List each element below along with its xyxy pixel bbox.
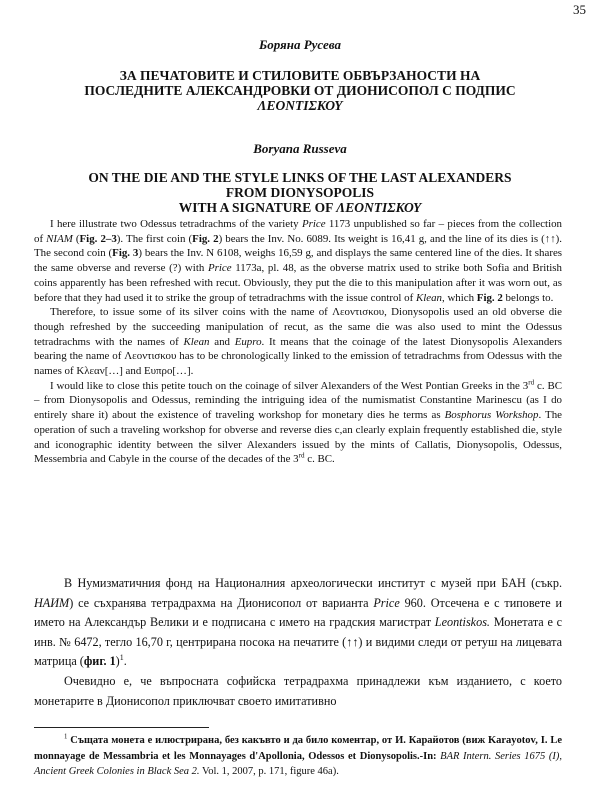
title-bg-line-1: ЗА ПЕЧАТОВИТЕ И СТИЛОВИТЕ ОБВЪРЗАНОСТИ НА bbox=[119, 68, 481, 83]
footnote-1: $^1$ Същата монета е илюстрирана, без какъвто и да било коментар, от И. Карайотов (виж Karayotov, I. Le monnayage de Messambria et les Monnayages d'Apollonia, Odessos et Dionysopolis.-In: BAR Intern. Series 1675 (I), Ancient Greek Colonies in Black Sea 2. Vol. 1, 2007, p. 171, figure 46a). bbox=[34, 733, 562, 777]
abstract-paragraph-2: Therefore, to issue some of its silver coins with the name of Λεοντισκου, Dionysopolis used an old obverse die though refreshed by the succeeding manipulation of recut, as the same die was also used to mint the Odessus tetradrachms with the names of Klean and Eupro. It means that the coinage of the latest Dionysopolis Alexanders bearing the name of Λεοντισκου has to be chronologically linked to the emission of tetradrachms from Odessus with the names of Κλεαν[…] and Ευπρο[…]. bbox=[34, 306, 563, 378]
title-en-line-1: ON THE DIE AND THE STYLE LINKS OF THE LAST ALEXANDERS bbox=[88, 170, 512, 185]
author-name-en: Boryana Russeva bbox=[253, 141, 347, 156]
article-title-en bbox=[30, 170, 570, 215]
title-en-line-2: FROM DIONYSOPOLIS bbox=[225, 185, 375, 200]
body-paragraph-2: Очевидно е, че въпросната софийска тетрадрахма принадлежи към изданието, с което монетарите в Дионисопол приключват своето имитативно bbox=[34, 673, 562, 708]
title-en-line-3 bbox=[30, 200, 570, 215]
footnote-marker: 1 bbox=[64, 733, 68, 741]
english-abstract bbox=[34, 217, 562, 467]
bulgarian-body-text bbox=[34, 574, 562, 711]
title-en-line-3-prefix: WITH A SIGNATURE OF bbox=[178, 200, 337, 215]
footnote bbox=[34, 733, 562, 780]
footnote-reference[interactable]: 1 bbox=[119, 653, 124, 663]
title-en-greek-signature: ΛΕΟΝΤΙΣΚΟΥ bbox=[336, 200, 422, 215]
title-bg-line-3 bbox=[30, 98, 570, 113]
author-name-bg: Боряна Русева bbox=[258, 37, 342, 52]
title-bg-line-2: ПОСЛЕДНИТЕ АЛЕКСАНДРОВКИ ОТ ДИОНИСОПОЛ С ПОДПИС bbox=[84, 83, 516, 98]
abstract-paragraph-3: I would like to close this petite touch on the coinage of silver Alexanders of the West Pontian Greeks in the 3rd c. BC – from Dionysopolis and Odessus, reminding the intriguing idea of the numismatist Constantine Marinescu (as I do entirely share it) about the existence of traveling workshop for monetary dies he terms as Bosphorus Workshop. The operation of such a traveling workshop for obverse and reverse dies c,an clearly explain frequently established die, style and iconographic identity between the silver Alexanders issued by the mints of Callatis, Dionysopolis, Odessus, Messembria and Cabyle in the course of the decades of the 3rd c. BC. bbox=[34, 378, 563, 466]
abstract-paragraph-1: I here illustrate two Odessus tetradrachms of the variety Price 1173 unpublished so far – pieces from the collection of NIAM (Fig. 2–3). The first coin (Fig. 2) bears the Inv. No. 6089. Its weight is 16,41 g, and the line of its dies is (↑↑). The second coin (Fig. 3) bears the Inv. N 6108, weighs 16,59 g, and displays the same centered line of the dies. It shares the same obverse and reverse (?) with Price 1173a, pl. 48, as the obverse matrix used to strike both Sofia and British coins apparently has been refreshed with recut. Obviously, they put the die to this manipulation after it was worn out, as before that they had used it to strike the group of tetradrachms with the issue control of Klean, which Fig. 2 belongs to. bbox=[34, 218, 563, 304]
footnote-divider bbox=[34, 727, 209, 728]
title-bg-greek-signature: ΛΕΟΝΤΙΣΚΟΥ bbox=[257, 98, 343, 113]
article-title-bg bbox=[30, 68, 570, 113]
body-paragraph-1: В Нумизматичния фонд на Националния археологически институт с музей при БАН (съкр. НАИМ) се съхранява тетрадрахма на Дионисопол от варианта Price 960. Отсечена е с типовете и името на Александър Велики и е подписана с името на градския магистрат Leontiskos. Монетата е с инв. № 6472, тегло 16,70 г, центрирана посока на печатите (↑↑) и видими следи от ретуш на лицевата матрица (фиг. 1)$^1$. bbox=[34, 576, 563, 669]
page-number: 35 bbox=[573, 2, 586, 17]
